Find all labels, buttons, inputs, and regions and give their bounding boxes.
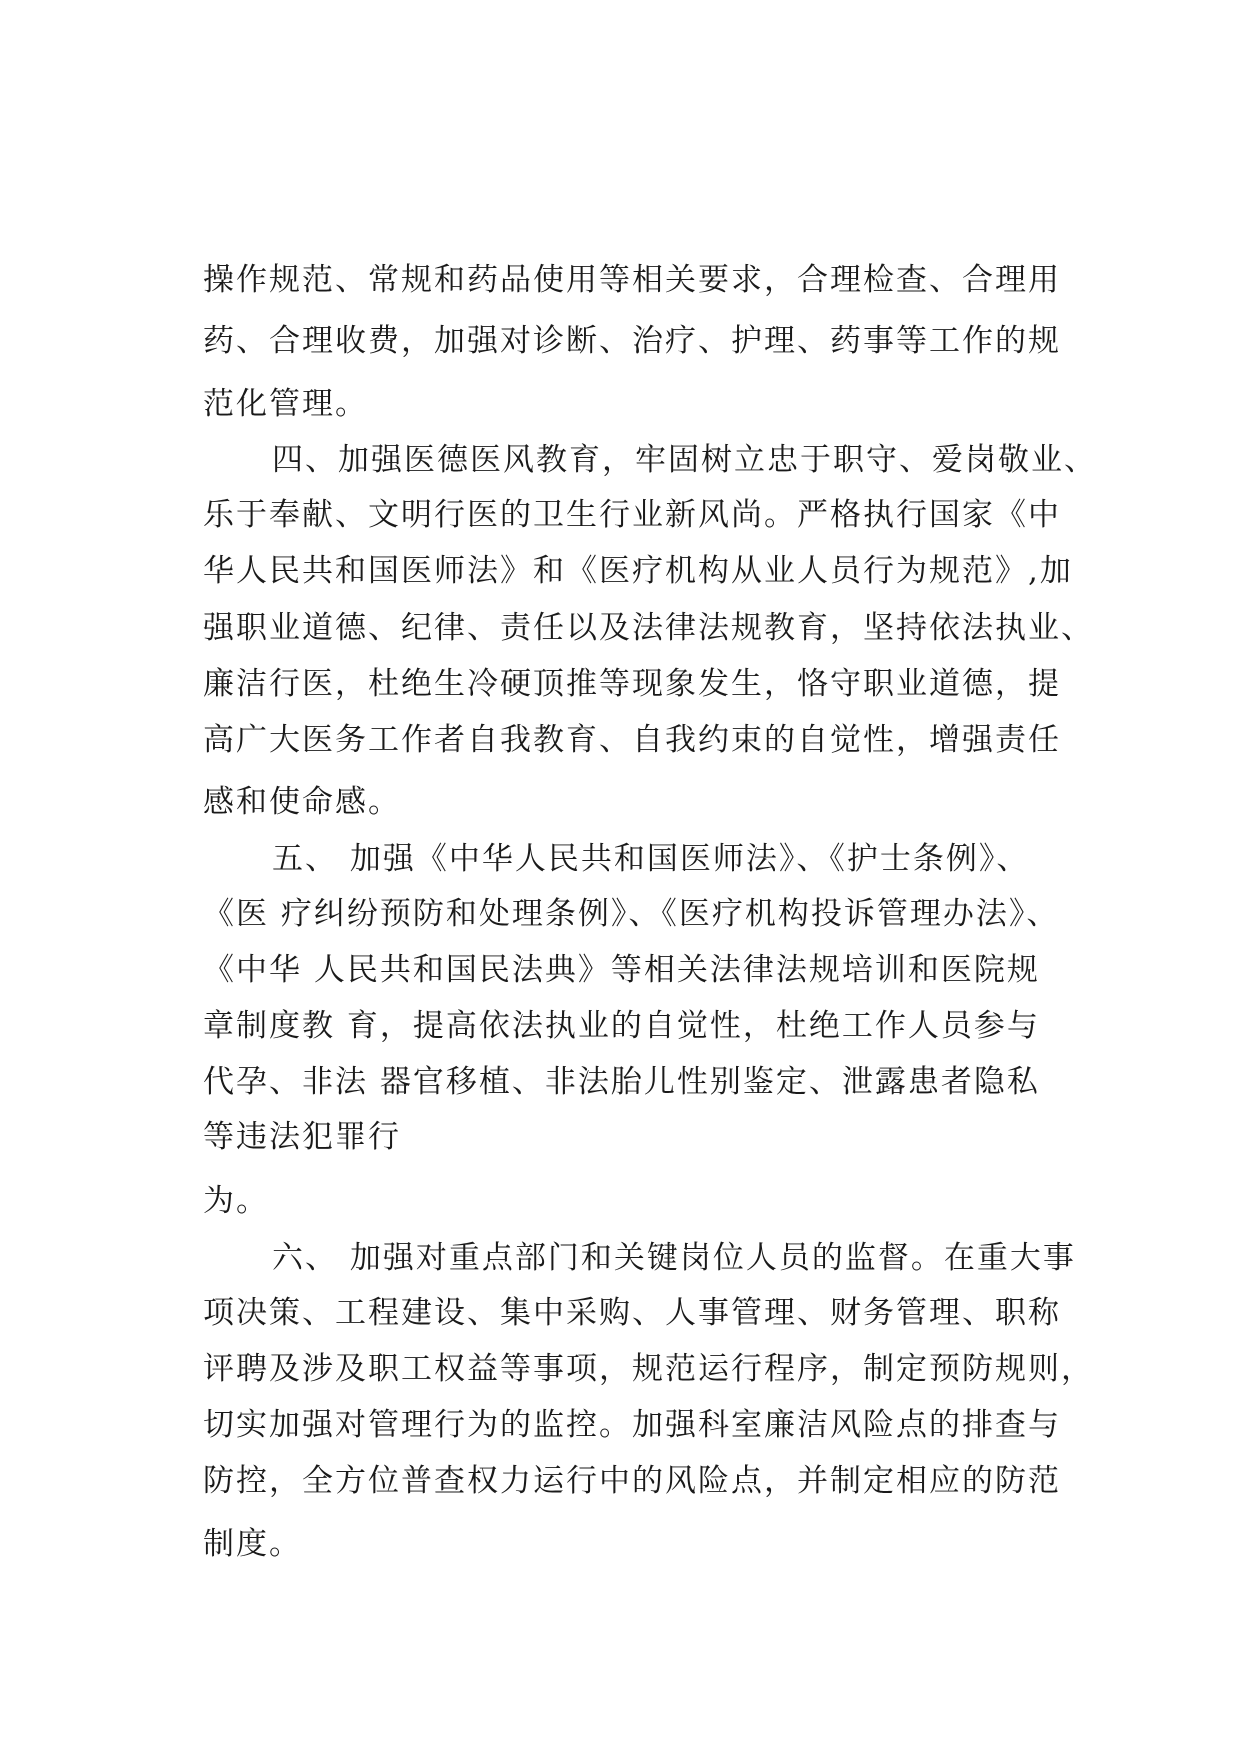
text-line: 高广大医务工作者自我教育、自我约束的自觉性，增强责任 <box>203 722 1061 758</box>
paragraph-four-first-line: 四、加强医德医风教育，牢固树立忠于职守、爱岗敬业、 <box>272 442 1097 478</box>
text-line: 药、合理收费，加强对诊断、治疗、护理、药事等工作的规 <box>203 323 1061 359</box>
text-line: 感和使命感。 <box>203 784 401 820</box>
text-line: 为。 <box>203 1183 269 1219</box>
text-line: 《医 疗纠纷预防和处理条例》、《医疗机构投诉管理办法》、 <box>203 896 1060 932</box>
text-line: 切实加强对管理行为的监控。加强科室廉洁风险点的排查与 <box>203 1407 1061 1443</box>
text-line: 章制度教 育，提高依法执业的自觉性，杜绝工作人员参与 <box>203 1008 1040 1044</box>
paragraph-six-first-line: 六、 加强对重点部门和关键岗位人员的监督。在重大事 <box>272 1240 1076 1276</box>
text-line: 华人民共和国医师法》和《医疗机构从业人员行为规范》,加 <box>203 553 1073 589</box>
text-line: 评聘及涉及职工权益等事项，规范运行程序，制定预防规则， <box>203 1351 1094 1387</box>
text-line: 项决策、工程建设、集中采购、人事管理、财务管理、职称 <box>203 1295 1061 1331</box>
text-line: 乐于奉献、文明行医的卫生行业新风尚。严格执行国家《中 <box>203 497 1061 533</box>
text-line: 范化管理。 <box>203 386 368 422</box>
text-line: 强职业道德、纪律、责任以及法律法规教育，坚持依法执业、 <box>203 610 1094 646</box>
text-line: 廉洁行医，杜绝生冷硬顶推等现象发生，恪守职业道德，提 <box>203 666 1061 702</box>
text-line: 操作规范、常规和药品使用等相关要求，合理检查、合理用 <box>203 262 1061 298</box>
text-line: 《中华 人民共和国民法典》等相关法律法规培训和医院规 <box>203 952 1040 988</box>
text-line: 等违法犯罪行 <box>203 1119 401 1155</box>
paragraph-five-first-line: 五、 加强《中华人民共和国医师法》、《护士条例》、 <box>272 841 1030 877</box>
text-line: 防控，全方位普查权力运行中的风险点，并制定相应的防范 <box>203 1463 1061 1499</box>
text-line: 制度。 <box>203 1526 302 1562</box>
text-line: 代孕、非法 器官移植、非法胎儿性别鉴定、泄露患者隐私 <box>203 1064 1040 1100</box>
